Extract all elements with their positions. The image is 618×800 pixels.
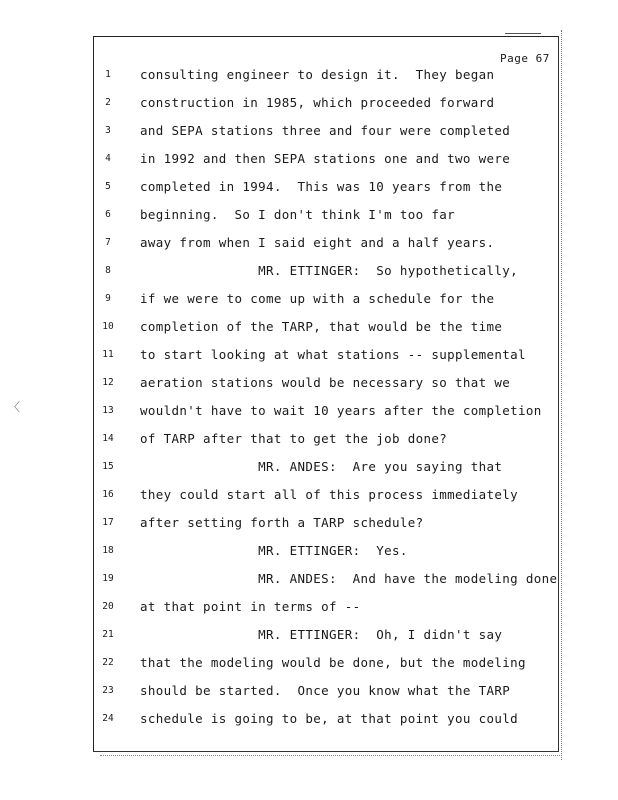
line-number: 11 [102,349,114,360]
line-number: 9 [105,293,111,304]
line-number: 15 [102,461,114,472]
transcript-line [0,459,618,479]
line-number: 23 [102,685,114,696]
page-number: Page 67 [500,52,550,65]
transcript-line [0,599,618,619]
transcript-line [0,655,618,675]
transcript-line [0,543,618,563]
scan-edge-top [505,33,541,34]
line-number: 8 [105,265,111,276]
scan-artifact-mark: 〈 [8,400,21,414]
transcript-line [0,683,618,703]
line-text: completed in 1994. This was 10 years from the [140,179,503,194]
line-number: 16 [102,489,114,500]
line-number: 1 [105,69,111,80]
line-text: completion of the TARP, that would be the time [140,319,503,334]
line-text: after setting forth a TARP schedule? [140,515,424,530]
scan-edge-bottom [100,755,560,758]
line-text: consulting engineer to design it. They began [140,67,495,82]
line-text: away from when I said eight and a half years. [140,235,495,250]
transcript-line [0,319,618,339]
transcript-line [0,95,618,115]
transcript-line [0,571,618,591]
transcript-line [0,711,618,731]
transcript-line [0,627,618,647]
line-text: aeration stations would be necessary so that we [140,375,511,390]
line-text: MR. ANDES: And have the modeling done [140,571,558,586]
line-text: wouldn't have to wait 10 years after the completion [140,403,542,418]
transcript-line [0,235,618,255]
transcript-line [0,123,618,143]
line-text: MR. ETTINGER: Yes. [140,543,408,558]
line-number: 10 [102,321,114,332]
line-number: 22 [102,657,114,668]
line-number: 24 [102,713,114,724]
line-text: beginning. So I don't think I'm too far [140,207,456,222]
line-number: 21 [102,629,114,640]
line-number: 2 [105,97,111,108]
line-number: 12 [102,377,114,388]
transcript-line [0,291,618,311]
line-number: 19 [102,573,114,584]
line-text: of TARP after that to get the job done? [140,431,448,446]
line-text: should be started. Once you know what the TARP [140,683,511,698]
line-text: that the modeling would be done, but the modeling [140,655,526,670]
line-text: schedule is going to be, at that point you could [140,711,519,726]
transcript-line [0,263,618,283]
line-number: 6 [105,209,111,220]
line-number: 7 [105,237,111,248]
transcript-line [0,431,618,451]
transcript-line [0,515,618,535]
line-text: and SEPA stations three and four were completed [140,123,511,138]
line-number: 20 [102,601,114,612]
transcript-line [0,179,618,199]
transcript-line [0,67,618,87]
transcript-line [0,207,618,227]
transcript-line [0,403,618,423]
line-number: 4 [105,153,111,164]
line-text: they could start all of this process immediately [140,487,519,502]
line-text: construction in 1985, which proceeded forward [140,95,495,110]
line-number: 3 [105,125,111,136]
line-text: MR. ETTINGER: Oh, I didn't say [140,627,503,642]
line-text: MR. ANDES: Are you saying that [140,459,503,474]
line-number: 14 [102,433,114,444]
line-text: if we were to come up with a schedule for the [140,291,495,306]
line-number: 5 [105,181,111,192]
line-text: to start looking at what stations -- supplemental [140,347,526,362]
line-text: in 1992 and then SEPA stations one and two were [140,151,511,166]
line-number: 13 [102,405,114,416]
line-text: MR. ETTINGER: So hypothetically, [140,263,519,278]
transcript-line [0,151,618,171]
line-number: 18 [102,545,114,556]
line-number: 17 [102,517,114,528]
transcript-line [0,347,618,367]
line-text: at that point in terms of -- [140,599,361,614]
transcript-line [0,375,618,395]
transcript-line [0,487,618,507]
